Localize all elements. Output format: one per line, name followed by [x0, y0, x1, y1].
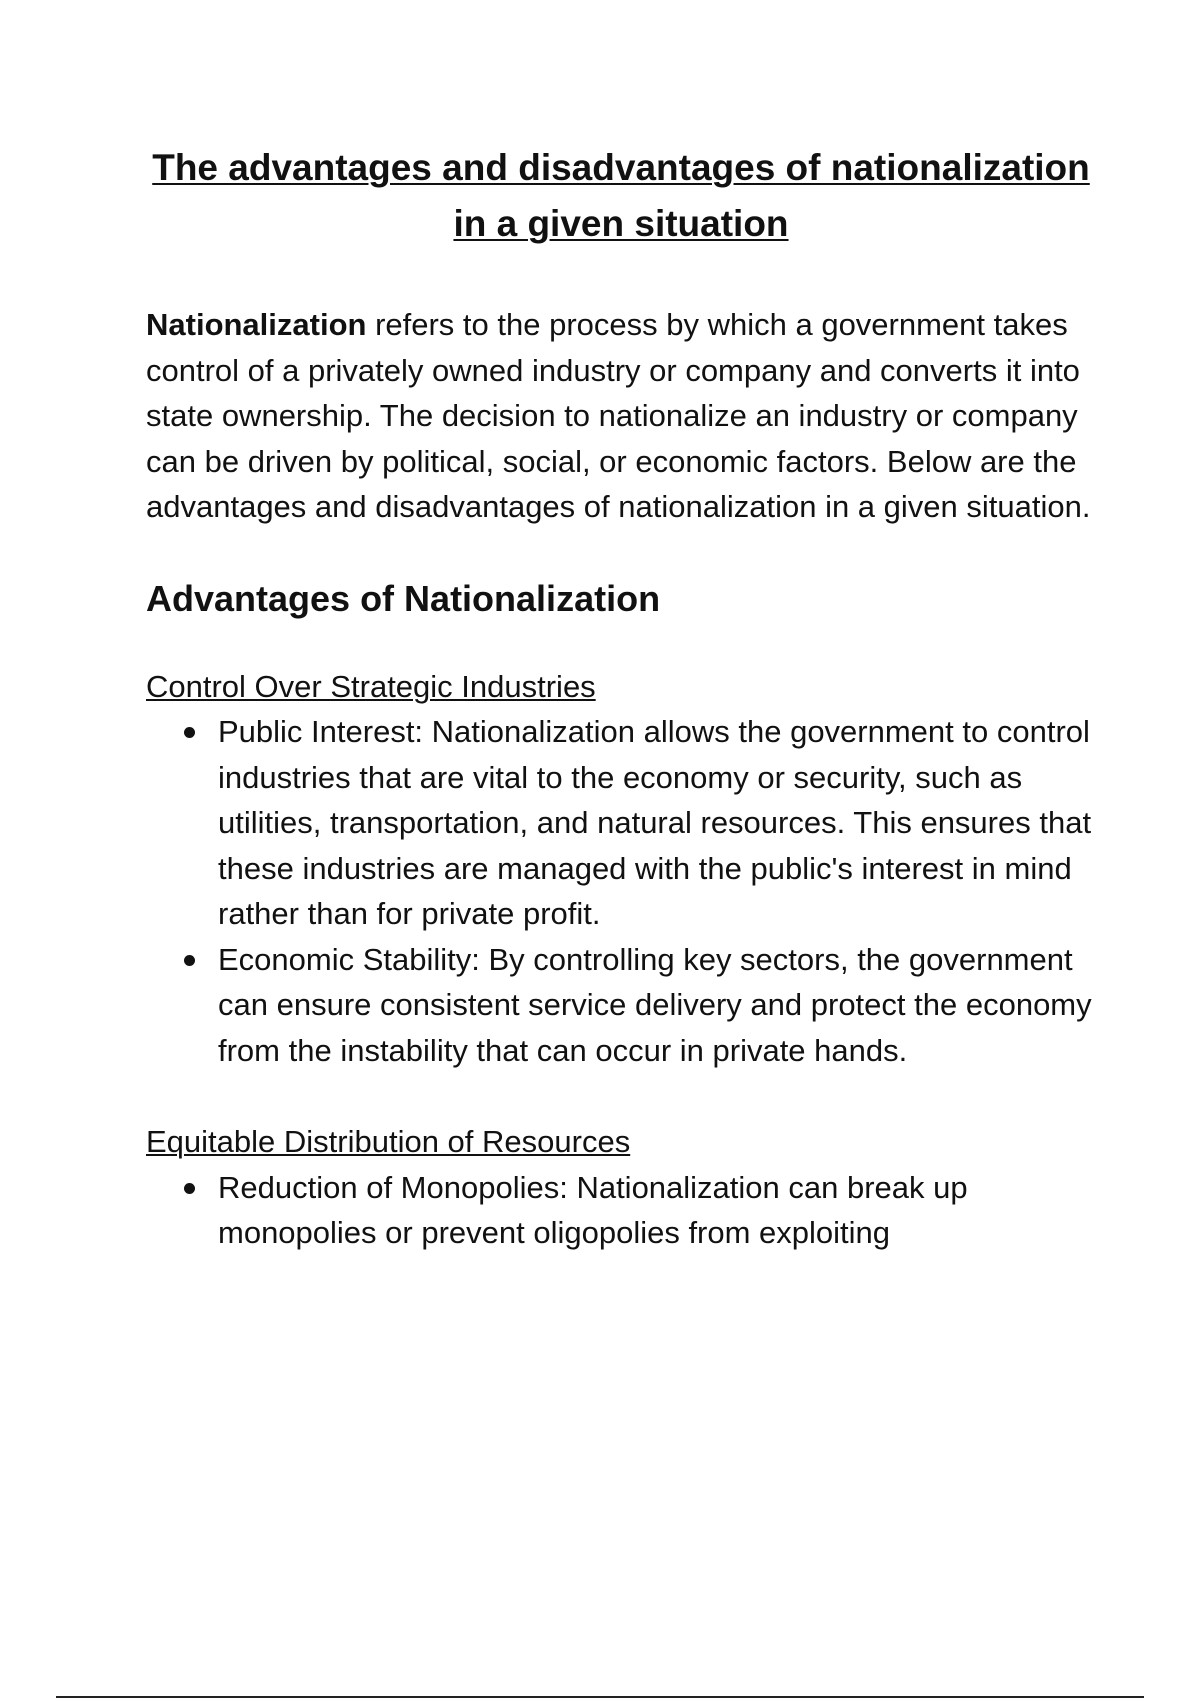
document-page — [146, 140, 1096, 1256]
intro-text: refers to the process by which a government takes control of a privately owned industry or company and converts it into state ownership. The decision to nationalize an industry or company can be driven by political, social, or economic factors. Below are the advantages and disadvantages of nationalization in a given situation. — [146, 307, 1091, 524]
bullet-icon — [184, 955, 195, 966]
list-item — [146, 937, 1096, 1074]
list-item-text: Reduction of Monopolies: Nationalization can break up monopolies or prevent oligopolies from exploiting — [218, 1169, 968, 1250]
list-item-text: Economic Stability: By controlling key sectors, the government can ensure consistent service delivery and protect the economy from the instability that can occur in private hands. — [218, 941, 1092, 1068]
bullet-list — [146, 1165, 1096, 1256]
subsection-heading: Control Over Strategic Industries — [146, 668, 596, 704]
intro-term: Nationalization — [146, 307, 367, 342]
section-heading-advantages: Advantages of Nationalization — [146, 577, 661, 619]
page-divider — [56, 1696, 1144, 1698]
subsection-strategic-industries — [146, 664, 1096, 1074]
list-item — [146, 709, 1096, 937]
intro-paragraph — [146, 302, 1096, 530]
subsection-heading: Equitable Distribution of Resources — [146, 1124, 631, 1159]
bullet-list — [146, 709, 1096, 1073]
list-item — [146, 1165, 1096, 1256]
subsection-equitable-distribution — [146, 1119, 1096, 1256]
bullet-icon — [184, 1183, 195, 1194]
list-item-text: Public Interest: Nationalization allows the government to control industries that are vital to the economy or security, such as utilities, transportation, and natural resources. This ensures that these industries are managed with the public's interest in mind rather than for private profit. — [218, 714, 1092, 931]
document-title: The advantages and disadvantages of nationalization in a given situation — [152, 147, 1090, 244]
bullet-icon — [184, 727, 195, 738]
